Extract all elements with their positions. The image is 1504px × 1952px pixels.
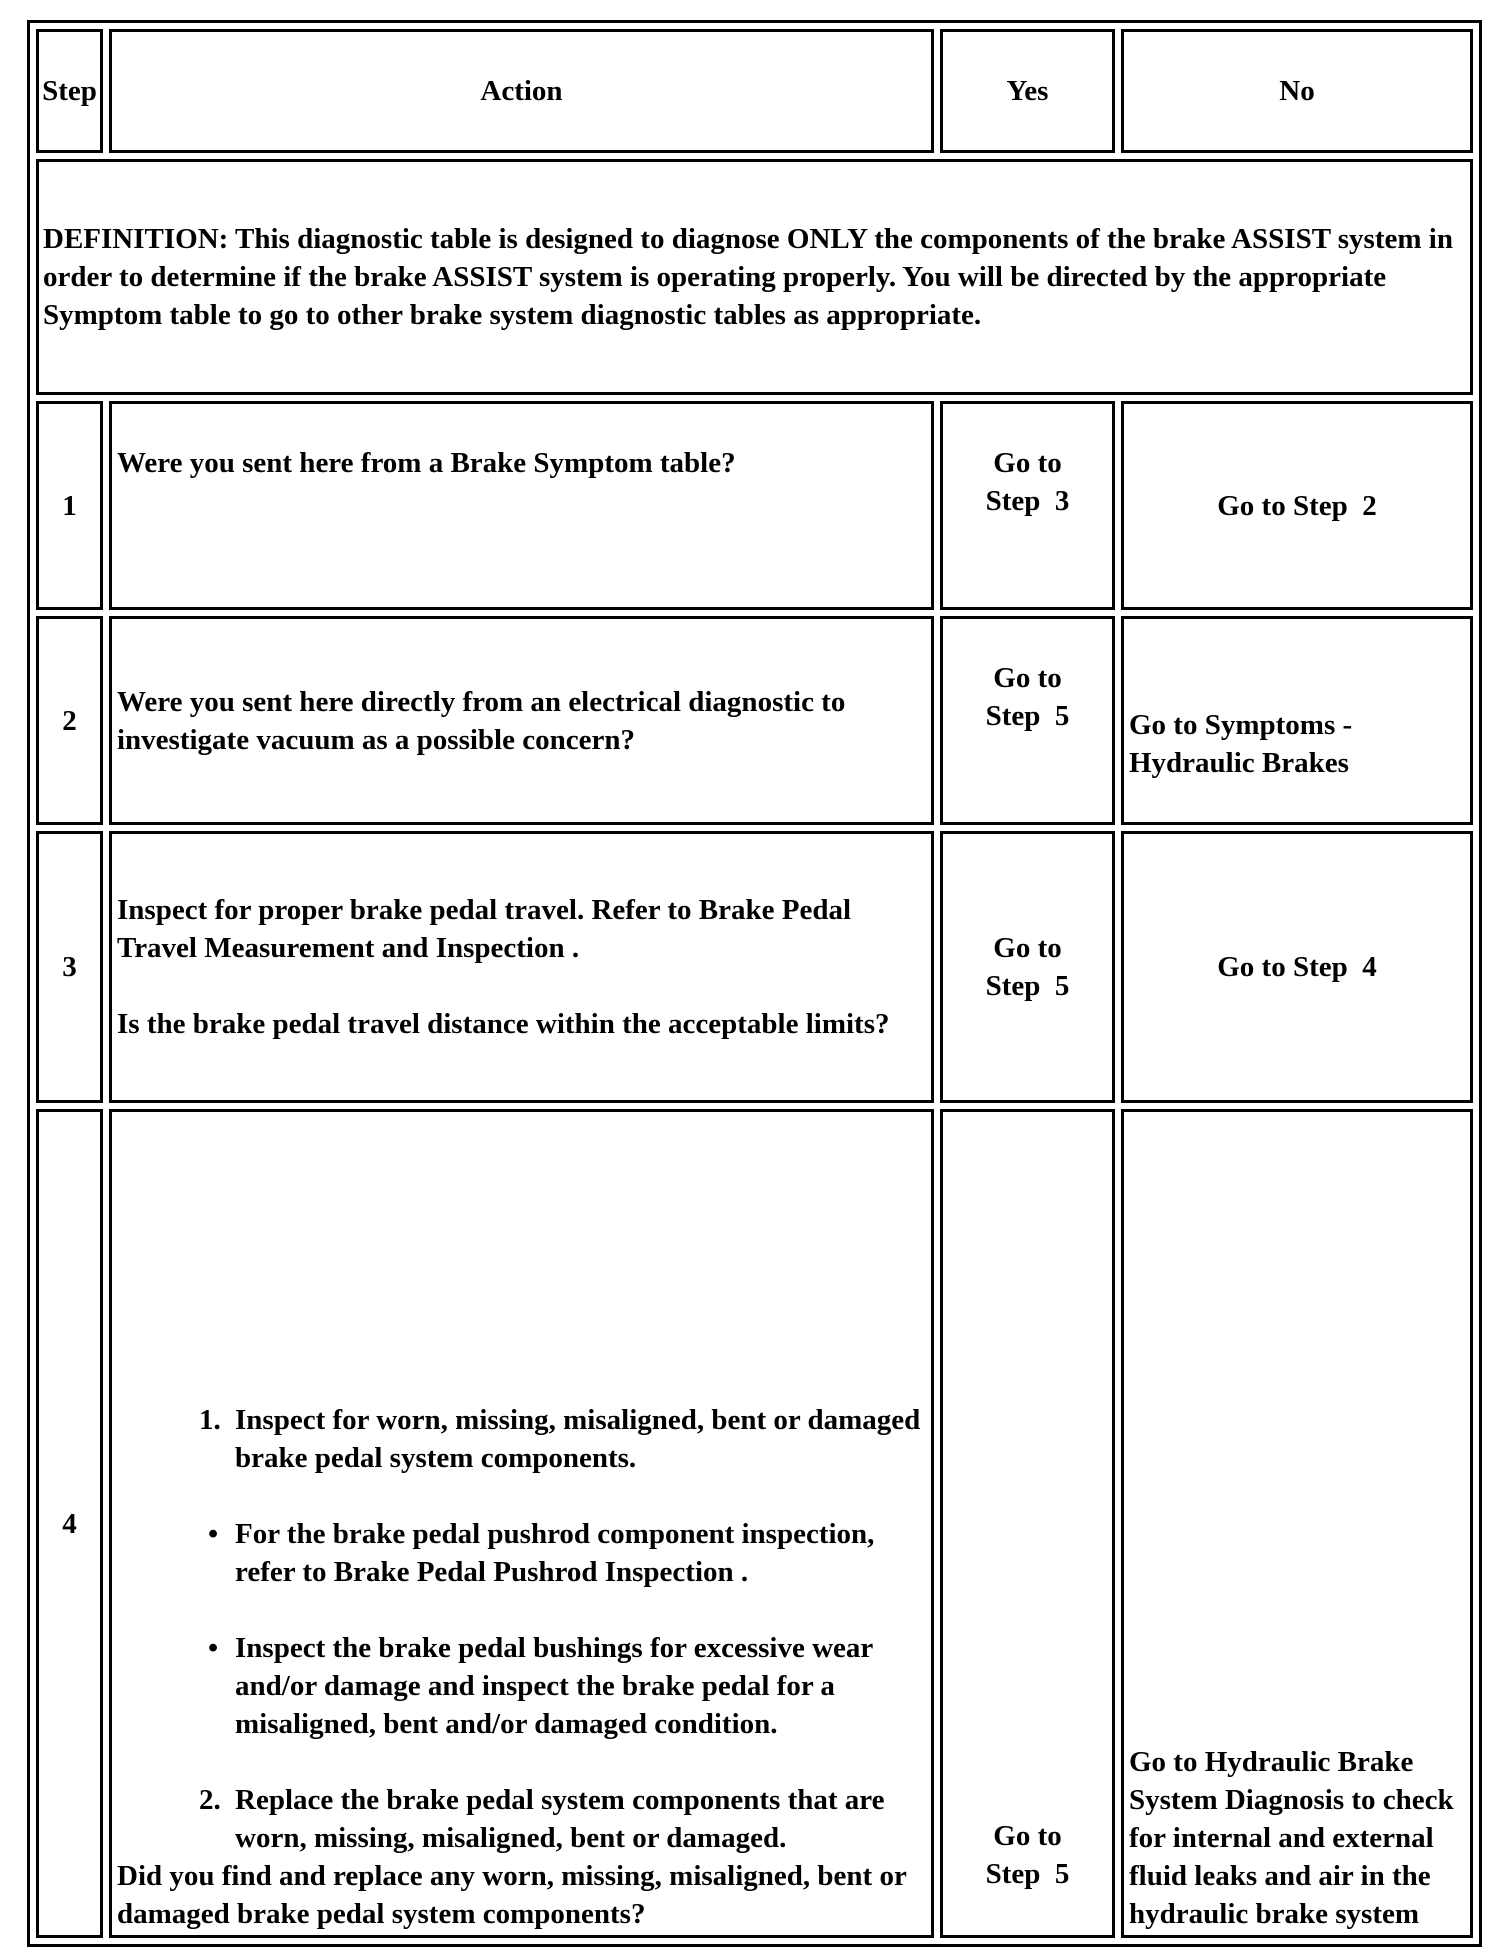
header-action: Action <box>109 29 934 153</box>
item-number: 1. <box>199 1404 221 1436</box>
item-text: Replace the brake pedal system components that are worn, missing, misaligned, bent or damaged. <box>235 1784 885 1854</box>
numbered-item <box>199 1401 926 1477</box>
step-number: 2 <box>36 616 103 825</box>
no-cell: Go to Hydraulic Brake System Diagnosis to check for internal and external fluid leaks and air in the hydraulic brake system <box>1121 1109 1473 1938</box>
no-cell: Go to Step 2 <box>1121 401 1473 610</box>
header-yes: Yes <box>940 29 1115 153</box>
yes-line-2: Step 5 <box>985 970 1070 1002</box>
diagnostic-table <box>27 20 1482 1947</box>
table-row <box>36 616 1473 825</box>
no-cell: Go to Step 4 <box>1121 831 1473 1103</box>
definition-text: DEFINITION: This diagnostic table is designed to diagnose ONLY the components of the brake ASSIST system in order to determine if the brake ASSIST system is operating properly. You will be directed by the appropriate Symptom table to go to other brake system diagnostic tables as appropriate. <box>36 159 1473 395</box>
yes-line-1: Go to <box>993 662 1062 694</box>
table-row <box>36 831 1473 1103</box>
action-paragraph: Inspect for proper brake pedal travel. Refer to Brake Pedal Travel Measurement and Inspection . <box>117 894 852 964</box>
table-row <box>36 1109 1473 1938</box>
action-text: Were you sent here from a Brake Symptom table? <box>109 401 934 610</box>
yes-cell <box>940 1109 1115 1938</box>
bullet-item <box>208 1629 926 1743</box>
header-no: No <box>1121 29 1473 153</box>
header-step: Step <box>36 29 103 153</box>
action-cell <box>109 1109 934 1938</box>
item-number: 2. <box>199 1784 221 1816</box>
action-question: Did you find and replace any worn, missing, misaligned, bent or damaged brake pedal system components? <box>117 1860 907 1930</box>
step-number: 3 <box>36 831 103 1103</box>
yes-cell <box>940 831 1115 1103</box>
action-question: Is the brake pedal travel distance within the acceptable limits? <box>117 1008 890 1040</box>
yes-line-2: Step 3 <box>985 485 1070 517</box>
item-text: Inspect for worn, missing, misaligned, bent or damaged brake pedal system components. <box>235 1404 921 1474</box>
numbered-item <box>199 1781 926 1857</box>
bullet-icon: • <box>208 1632 219 1664</box>
yes-line-1: Go to <box>993 932 1062 964</box>
bullet-text: Inspect the brake pedal bushings for excessive wear and/or damage and inspect the brake pedal for a misaligned, bent and/or damaged condition. <box>235 1632 873 1740</box>
action-cell <box>109 831 934 1103</box>
yes-cell <box>940 401 1115 610</box>
table-row <box>36 401 1473 610</box>
step-number: 1 <box>36 401 103 610</box>
yes-line-2: Step 5 <box>985 1858 1070 1890</box>
yes-line-1: Go to <box>993 1820 1062 1852</box>
yes-line-2: Step 5 <box>985 700 1070 732</box>
action-text: Were you sent here directly from an electrical diagnostic to investigate vacuum as a possible concern? <box>109 616 934 825</box>
yes-line-1: Go to <box>993 447 1062 479</box>
definition-row <box>36 159 1473 395</box>
yes-cell <box>940 616 1115 825</box>
bullet-icon: • <box>208 1518 219 1550</box>
step-number: 4 <box>36 1109 103 1938</box>
no-cell: Go to Symptoms - Hydraulic Brakes <box>1121 616 1473 825</box>
header-row <box>36 29 1473 153</box>
bullet-text: For the brake pedal pushrod component inspection, refer to Brake Pedal Pushrod Inspection . <box>235 1518 875 1588</box>
bullet-item <box>208 1515 926 1591</box>
